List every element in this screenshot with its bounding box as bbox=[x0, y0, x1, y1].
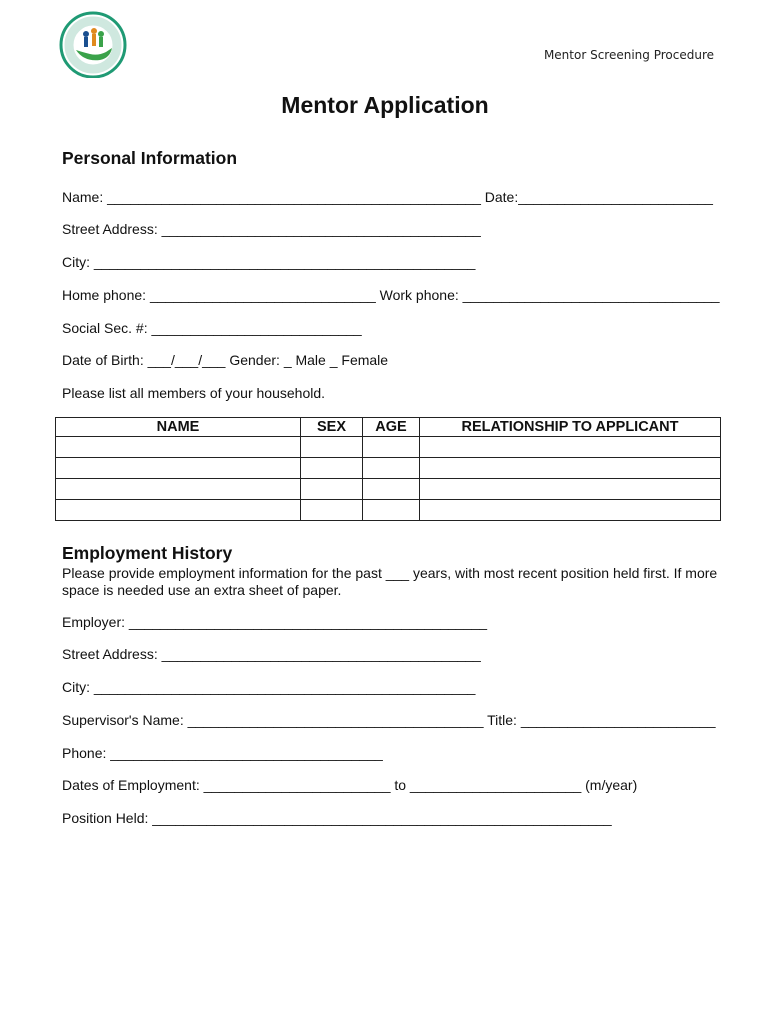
column-header-age: AGE bbox=[363, 418, 420, 437]
page-title: Mentor Application bbox=[281, 92, 489, 118]
organization-logo bbox=[54, 10, 132, 78]
table-cell[interactable] bbox=[420, 500, 721, 521]
employer-city-field[interactable]: City: _________________________________________________ bbox=[62, 679, 476, 695]
table-cell[interactable] bbox=[420, 479, 721, 500]
table-cell[interactable] bbox=[301, 479, 363, 500]
household-table bbox=[55, 417, 721, 521]
table-cell[interactable] bbox=[363, 479, 420, 500]
table-cell[interactable] bbox=[420, 458, 721, 479]
table-row bbox=[56, 500, 721, 521]
table-cell[interactable] bbox=[56, 437, 301, 458]
table-cell[interactable] bbox=[420, 437, 721, 458]
table-row bbox=[56, 437, 721, 458]
table-cell[interactable] bbox=[56, 479, 301, 500]
employment-history-heading: Employment History bbox=[62, 543, 233, 563]
employer-street-address-field[interactable]: Street Address: _________________________________________ bbox=[62, 646, 481, 662]
employer-field[interactable]: Employer: ______________________________________________ bbox=[62, 614, 488, 630]
phone-fields[interactable]: Home phone: _____________________________ Work phone: _________________________________ bbox=[62, 287, 720, 303]
table-row bbox=[56, 479, 721, 500]
dates-of-employment-field[interactable]: Dates of Employment: ________________________ to ______________________ (m/year) bbox=[62, 777, 638, 793]
employer-phone-field[interactable]: Phone: ___________________________________ bbox=[62, 745, 383, 761]
table-cell[interactable] bbox=[301, 437, 363, 458]
city-field[interactable]: City: _________________________________________________ bbox=[62, 254, 476, 270]
household-table-header-row bbox=[56, 418, 721, 437]
column-header-sex: SEX bbox=[301, 418, 363, 437]
social-security-field[interactable]: Social Sec. #: ___________________________ bbox=[62, 320, 362, 336]
table-row bbox=[56, 458, 721, 479]
table-cell[interactable] bbox=[301, 458, 363, 479]
dob-gender-field[interactable]: Date of Birth: ___/___/___ Gender: _ Male _ Female bbox=[62, 352, 389, 368]
employment-intro: Please provide employment information for the past ___ years, with most recent position held first. If more space is needed use an extra sheet of paper. bbox=[62, 565, 718, 598]
table-cell[interactable] bbox=[363, 458, 420, 479]
street-address-field[interactable]: Street Address: _________________________________________ bbox=[62, 221, 481, 237]
table-cell[interactable] bbox=[56, 500, 301, 521]
column-header-name: NAME bbox=[56, 418, 301, 437]
table-cell[interactable] bbox=[363, 437, 420, 458]
table-cell[interactable] bbox=[56, 458, 301, 479]
header-procedure-label: Mentor Screening Procedure bbox=[543, 48, 714, 62]
column-header-relationship: RELATIONSHIP TO APPLICANT bbox=[420, 418, 721, 437]
position-held-field[interactable]: Position Held: ___________________________________________________________ bbox=[62, 810, 612, 826]
personal-information-heading: Personal Information bbox=[62, 148, 238, 168]
name-date-field[interactable]: Name: ________________________________________________ Date:_________________________ bbox=[62, 189, 713, 205]
supervisor-title-field[interactable]: Supervisor's Name: ______________________________________ Title: _________________________ bbox=[62, 712, 716, 728]
table-cell[interactable] bbox=[301, 500, 363, 521]
household-prompt: Please list all members of your household. bbox=[62, 385, 326, 401]
table-cell[interactable] bbox=[363, 500, 420, 521]
